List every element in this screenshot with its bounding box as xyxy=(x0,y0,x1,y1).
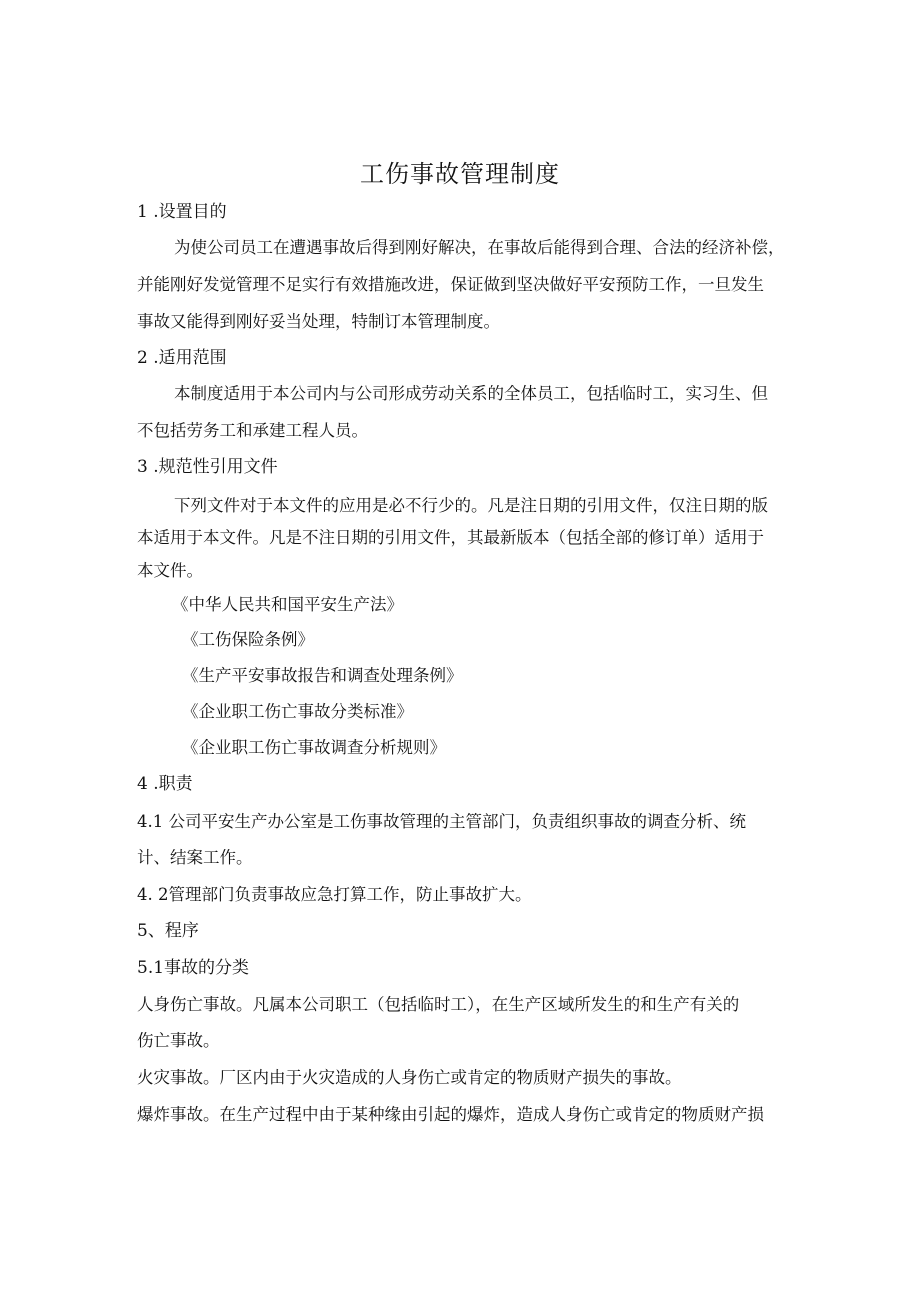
reference-item: 《企业职工伤亡事故分类标准》 xyxy=(182,702,413,721)
section-1-heading: 1 .设置目的 xyxy=(137,202,227,222)
section-4-2: 4. 2管理部门负责事故应急打算工作，防止事故扩大。 xyxy=(137,885,532,904)
section-5-1-item-b: 火灾事故。厂区内由于火灾造成的人身伤亡或肯定的物质财产损失的事故。 xyxy=(137,1068,682,1087)
reference-item: 《企业职工伤亡事故调查分析规则》 xyxy=(182,738,446,757)
section-3-paragraph-line-2: 本适用于本文件。凡是不注日期的引用文件，其最新版本（包括全部的修订单）适用于 xyxy=(137,528,764,547)
section-1-paragraph-line-3: 事故又能得到刚好妥当处理，特制订本管理制度。 xyxy=(137,312,500,331)
section-2-paragraph-line-1: 本制度适用于本公司内与公司形成劳动关系的全体员工，包括临时工，实习生、但 xyxy=(174,384,768,403)
section-3-heading: 3 .规范性引用文件 xyxy=(137,457,278,477)
reference-item: 《工伤保险条例》 xyxy=(182,630,314,649)
section-5-1-item-a-line-1: 人身伤亡事故。凡属本公司职工（包括临时工），在生产区域所发生的和生产有关的 xyxy=(137,995,740,1014)
reference-item: 《生产平安事故报告和调查处理条例》 xyxy=(182,666,463,685)
section-4-1-line-1: 4.1 公司平安生产办公室是工伤事故管理的主管部门，负责组织事故的调查分析、统 xyxy=(137,812,746,831)
section-3-paragraph-line-1: 下列文件对于本文件的应用是必不行少的。凡是注日期的引用文件，仅注日期的版 xyxy=(174,496,768,515)
section-5-1-item-c: 爆炸事故。在生产过程中由于某种缘由引起的爆炸，造成人身伤亡或肯定的物质财产损 xyxy=(137,1105,764,1124)
reference-item: 《中华人民共和国平安生产法》 xyxy=(172,595,403,614)
section-5-1-item-a-line-2: 伤亡事故。 xyxy=(137,1031,220,1050)
document-title: 工伤事故管理制度 xyxy=(360,160,560,188)
section-4-heading: 4 .职责 xyxy=(137,774,193,794)
section-3-paragraph-line-3: 本文件。 xyxy=(137,561,203,580)
section-4-1-line-2: 计、结案工作。 xyxy=(137,848,253,867)
section-1-paragraph-line-2: 并能刚好发觉管理不足实行有效措施改进，保证做到坚决做好平安预防工作，一旦发生 xyxy=(137,275,764,294)
section-2-heading: 2 .适用范围 xyxy=(137,348,227,368)
section-5-heading: 5、程序 xyxy=(137,921,199,941)
section-5-1-heading: 5.1事故的分类 xyxy=(137,958,250,978)
section-1-paragraph-line-1: 为使公司员工在遭遇事故后得到刚好解决，在事故后能得到合理、合法的经济补偿， xyxy=(174,238,785,257)
section-2-paragraph-line-2: 不包括劳务工和承建工程人员。 xyxy=(137,421,368,440)
